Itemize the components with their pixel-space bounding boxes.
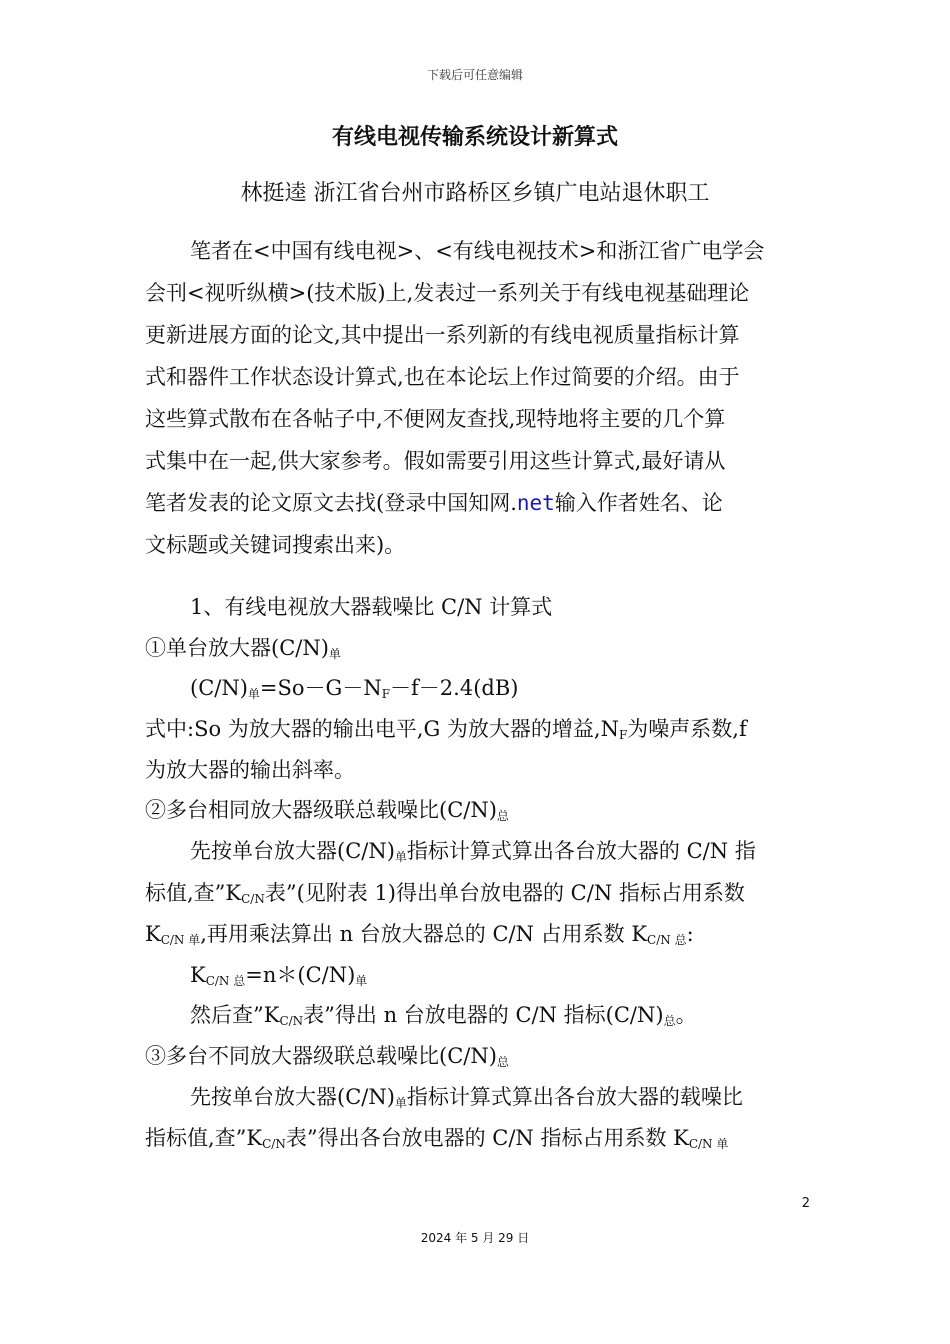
para-2-line-3-a: K — [145, 922, 161, 946]
document-title: 有线电视传输系统设计新算式 — [331, 125, 618, 150]
where-1-sub: F — [618, 728, 628, 742]
formula-total-coefficient — [190, 960, 367, 996]
where-line-2: 为放大器的输出斜率。 — [145, 758, 355, 782]
formula-1-c: －f－2.4(dB) — [390, 676, 519, 700]
para-2-line-3-sub-2: C/N 总 — [647, 933, 687, 947]
formula-2-sub-2: 单 — [355, 974, 368, 988]
intro-line-2: 会刊<视听纵横>(技术版)上,发表过一系列关于有线电视基础理论 — [145, 281, 750, 305]
where-1-b: 为噪声系数,f — [627, 717, 747, 741]
intro-line-6: 式集中在一起,供大家参考。假如需要引用这些计算式,最好请从 — [145, 449, 726, 473]
formula-1-b: =So－G－N — [259, 676, 382, 700]
formula-single-amp — [190, 673, 518, 709]
para-2-line-1-sub: 单 — [394, 850, 407, 864]
page-header: 下载后可任意编辑 — [426, 68, 523, 82]
para-2-line-3-sub-1: C/N 单 — [160, 933, 201, 947]
formula-1-a: (C/N) — [190, 676, 248, 700]
subsection-2-subscript: 总 — [496, 809, 509, 823]
para-2-line-4-b: 表”得出 n 台放电器的 C/N 指标(C/N) — [303, 1003, 664, 1027]
para-2-line-1-a: 先按单台放大器(C/N) — [190, 839, 395, 863]
where-1-a: 式中:So 为放大器的输出电平,G 为放大器的增益,N — [145, 717, 619, 741]
page-number: 2 — [801, 1196, 810, 1211]
para-2-line-4-sub-2: 总 — [663, 1014, 676, 1028]
intro-line-8: 文标题或关键词搜索出来)。 — [145, 533, 406, 557]
para-3-line-1-a: 先按单台放大器(C/N) — [190, 1085, 395, 1109]
formula-2-b: =n＊(C/N) — [245, 963, 356, 987]
para-2-line-3-c: : — [686, 922, 694, 946]
para-2-line-2-b: 表”(见附表 1)得出单台放电器的 C/N 指标占用系数 — [264, 881, 745, 905]
para-2-line-1 — [190, 836, 756, 872]
para-2-line-2-a: 标值,查”K — [145, 881, 242, 905]
subsection-1-subscript: 单 — [328, 647, 341, 661]
intro-line-7-a: 笔者发表的论文原文去找(登录中国知网. — [145, 491, 517, 515]
para-2-line-3-b: ,再用乘法算出 n 台放大器总的 C/N 占用系数 K — [200, 922, 648, 946]
para-3-line-2-b: 表”得出各台放电器的 C/N 指标占用系数 K — [285, 1126, 689, 1150]
intro-line-1: 笔者在<中国有线电视>、<有线电视技术>和浙江省广电学会 — [190, 239, 765, 263]
intro-line-3: 更新进展方面的论文,其中提出一系列新的有线电视质量指标计算 — [145, 323, 740, 347]
para-2-line-2-sub: C/N — [241, 892, 265, 906]
para-3-line-2-sub-1: C/N — [262, 1137, 286, 1151]
para-3-line-1-b: 指标计算式算出各台放大器的载噪比 — [406, 1085, 743, 1109]
subsection-1-label: ①单台放大器(C/N) — [145, 636, 329, 660]
formula-2-sub-1: C/N 总 — [205, 974, 246, 988]
subsection-2-heading — [145, 795, 509, 831]
para-3-line-1-sub: 单 — [394, 1096, 407, 1110]
para-3-line-2 — [145, 1123, 728, 1159]
para-2-line-4-a: 然后查”K — [190, 1003, 280, 1027]
subsection-1-heading — [145, 633, 341, 669]
intro-line-5: 这些算式散布在各帖子中,不便网友查找,现特地将主要的几个算 — [145, 407, 726, 431]
para-3-line-2-a: 指标值,查”K — [145, 1126, 263, 1150]
para-2-line-4-sub-1: C/N — [279, 1014, 304, 1028]
para-3-line-2-sub-2: C/N 单 — [688, 1137, 729, 1151]
para-2-line-3 — [145, 919, 694, 955]
para-3-line-1 — [190, 1082, 743, 1118]
intro-line-7 — [145, 488, 723, 518]
section-1-heading: 1、有线电视放大器载噪比 C/N 计算式 — [190, 595, 553, 619]
where-line-1 — [145, 714, 747, 750]
formula-1-sub-2: F — [381, 687, 391, 701]
para-2-line-2 — [145, 878, 745, 914]
subsection-2-label: ②多台相同放大器级联总载噪比(C/N) — [145, 798, 497, 822]
formula-2-a: K — [190, 963, 206, 987]
subsection-3-heading — [145, 1041, 509, 1077]
intro-line-4: 式和器件工作状态设计算式,也在本论坛上作过简要的介绍。由于 — [145, 365, 740, 389]
intro-line-7-c: 输入作者姓名、论 — [554, 491, 723, 515]
para-2-line-1-b: 指标计算式算出各台放大器的 C/N 指 — [406, 839, 756, 863]
page-footer-date: 2024 年 5 月 29 日 — [420, 1231, 530, 1245]
subsection-3-label: ③多台不同放大器级联总载噪比(C/N) — [145, 1044, 497, 1068]
subsection-3-subscript: 总 — [496, 1055, 509, 1069]
cnki-net-link[interactable]: net — [516, 491, 555, 515]
para-2-line-4 — [190, 1000, 697, 1036]
formula-1-sub-1: 单 — [247, 687, 260, 701]
para-2-line-4-c: 。 — [675, 1003, 697, 1027]
author-line: 林挺逵 浙江省台州市路桥区乡镇广电站退休职工 — [240, 181, 710, 206]
